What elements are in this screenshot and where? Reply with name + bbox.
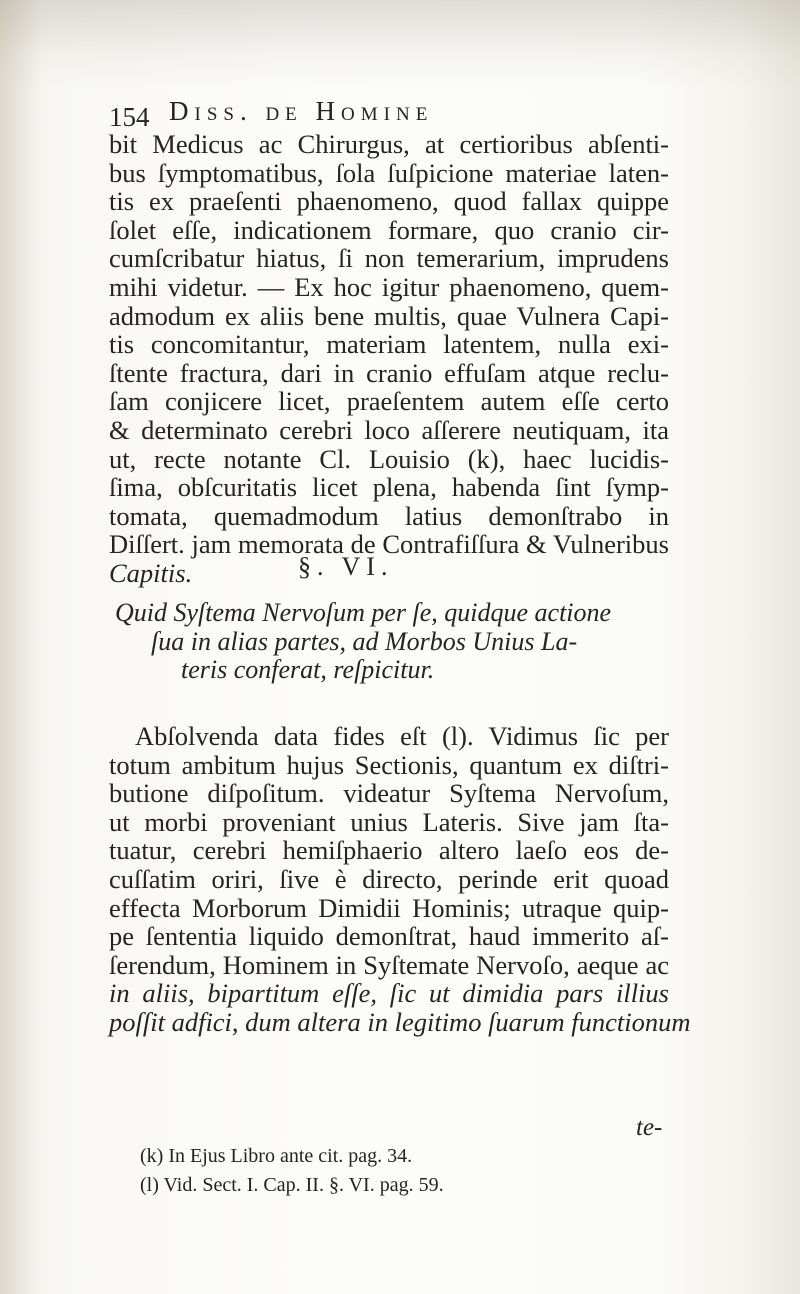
text-line: ſerendum, Hominem in Syſtemate Nervoſo, aeque ac (109, 949, 669, 980)
text-line: ſolet eſſe, indicationem formare, quo cranio cir- (109, 214, 669, 245)
text-line: ut morbi proveniant unius Lateris. Sive jam ſta- (109, 806, 669, 837)
running-head: Diss. de Homine (169, 96, 434, 126)
text-line: in aliis, bipartitum eſſe, ſic ut dimidia pars illius (109, 978, 669, 1009)
text-line: Abſolvenda data fides eſt (l). Vidimus ſic per (135, 721, 669, 751)
page-number: 154 (109, 102, 150, 132)
text-line: tomata, quemadmodum latius demonſtrabo in (109, 500, 669, 531)
text-line: tuatur, cerebri hemiſphaerio altero laeſo eos de- (109, 835, 669, 866)
footnote: (l) Vid. Sect. I. Cap. II. §. VI. pag. 59. (140, 1173, 444, 1196)
footnotes (140, 1144, 680, 1201)
section-title-line: teris conferat, reſpicitur. (181, 655, 435, 685)
paragraph-1 (109, 130, 669, 588)
text-line: ut, recte notante Cl. Louisio (k), haec lucidis- (109, 443, 669, 474)
section-title (115, 598, 675, 684)
text-line: poſſit adfici, dum altera in legitimo ſuarum functionum (109, 1006, 691, 1037)
page-shadow-top (0, 0, 800, 90)
text-line: & determinato cerebri loco aſſerere neutiquam, ita (109, 414, 669, 445)
page-shadow-right (740, 0, 800, 1294)
page-header (109, 96, 649, 130)
section-number: §. VI. (298, 552, 394, 581)
text-line: tis ex praeſenti phaenomeno, quod fallax quippe (109, 186, 669, 217)
text-line: bit Medicus ac Chirurgus, at certioribus abſenti- (109, 129, 669, 159)
paragraph-2 (109, 721, 691, 1037)
text-line: ſima, obſcuritatis licet plena, habenda ſint ſymp- (109, 472, 669, 503)
text-line: Diſſert. jam memorata de Contrafiſſura & Vulneribus (109, 529, 669, 560)
text-line: butione diſpoſitum. videatur Syſtema Nervoſum, (109, 778, 669, 809)
text-line: tis concomitantur, materiam latentem, nulla exi- (109, 329, 669, 360)
text-line: Capitis. (109, 557, 193, 588)
text-line: bus ſymptomatibus, ſola ſuſpicione materiae laten- (109, 157, 669, 188)
text-line: cumſcribatur hiatus, ſi non temerarium, imprudens (109, 243, 669, 274)
text-line: pe ſententia liquido demonſtrat, haud immerito aſ- (109, 921, 669, 952)
text-line: mihi videtur. — Ex hoc igitur phaenomeno, quem- (109, 271, 669, 302)
page-shadow-left (0, 0, 40, 1294)
catchword: te- (636, 1114, 663, 1141)
section-title-line: Quid Syſtema Nervoſum per ſe, quidque actione (115, 598, 612, 627)
text-line: cuſſatim oriri, ſive è directo, perinde erit quoad (109, 863, 669, 894)
text-line: totum ambitum hujus Sectionis, quantum ex diſtri- (109, 749, 669, 780)
footnote: (k) In Ejus Libro ante cit. pag. 34. (140, 1145, 413, 1167)
text-line: admodum ex aliis bene multis, quae Vulnera Capi- (109, 300, 669, 331)
text-line: ſtente fractura, dari in cranio effuſam atque reclu- (109, 357, 669, 388)
section-title-line: ſua in alias partes, ad Morbos Unius La- (151, 626, 578, 656)
text-line: ſam conjicere licet, praeſentem autem eſſe certo (109, 386, 669, 417)
text-line: effecta Morborum Dimidii Hominis; utraque quip- (109, 892, 669, 923)
